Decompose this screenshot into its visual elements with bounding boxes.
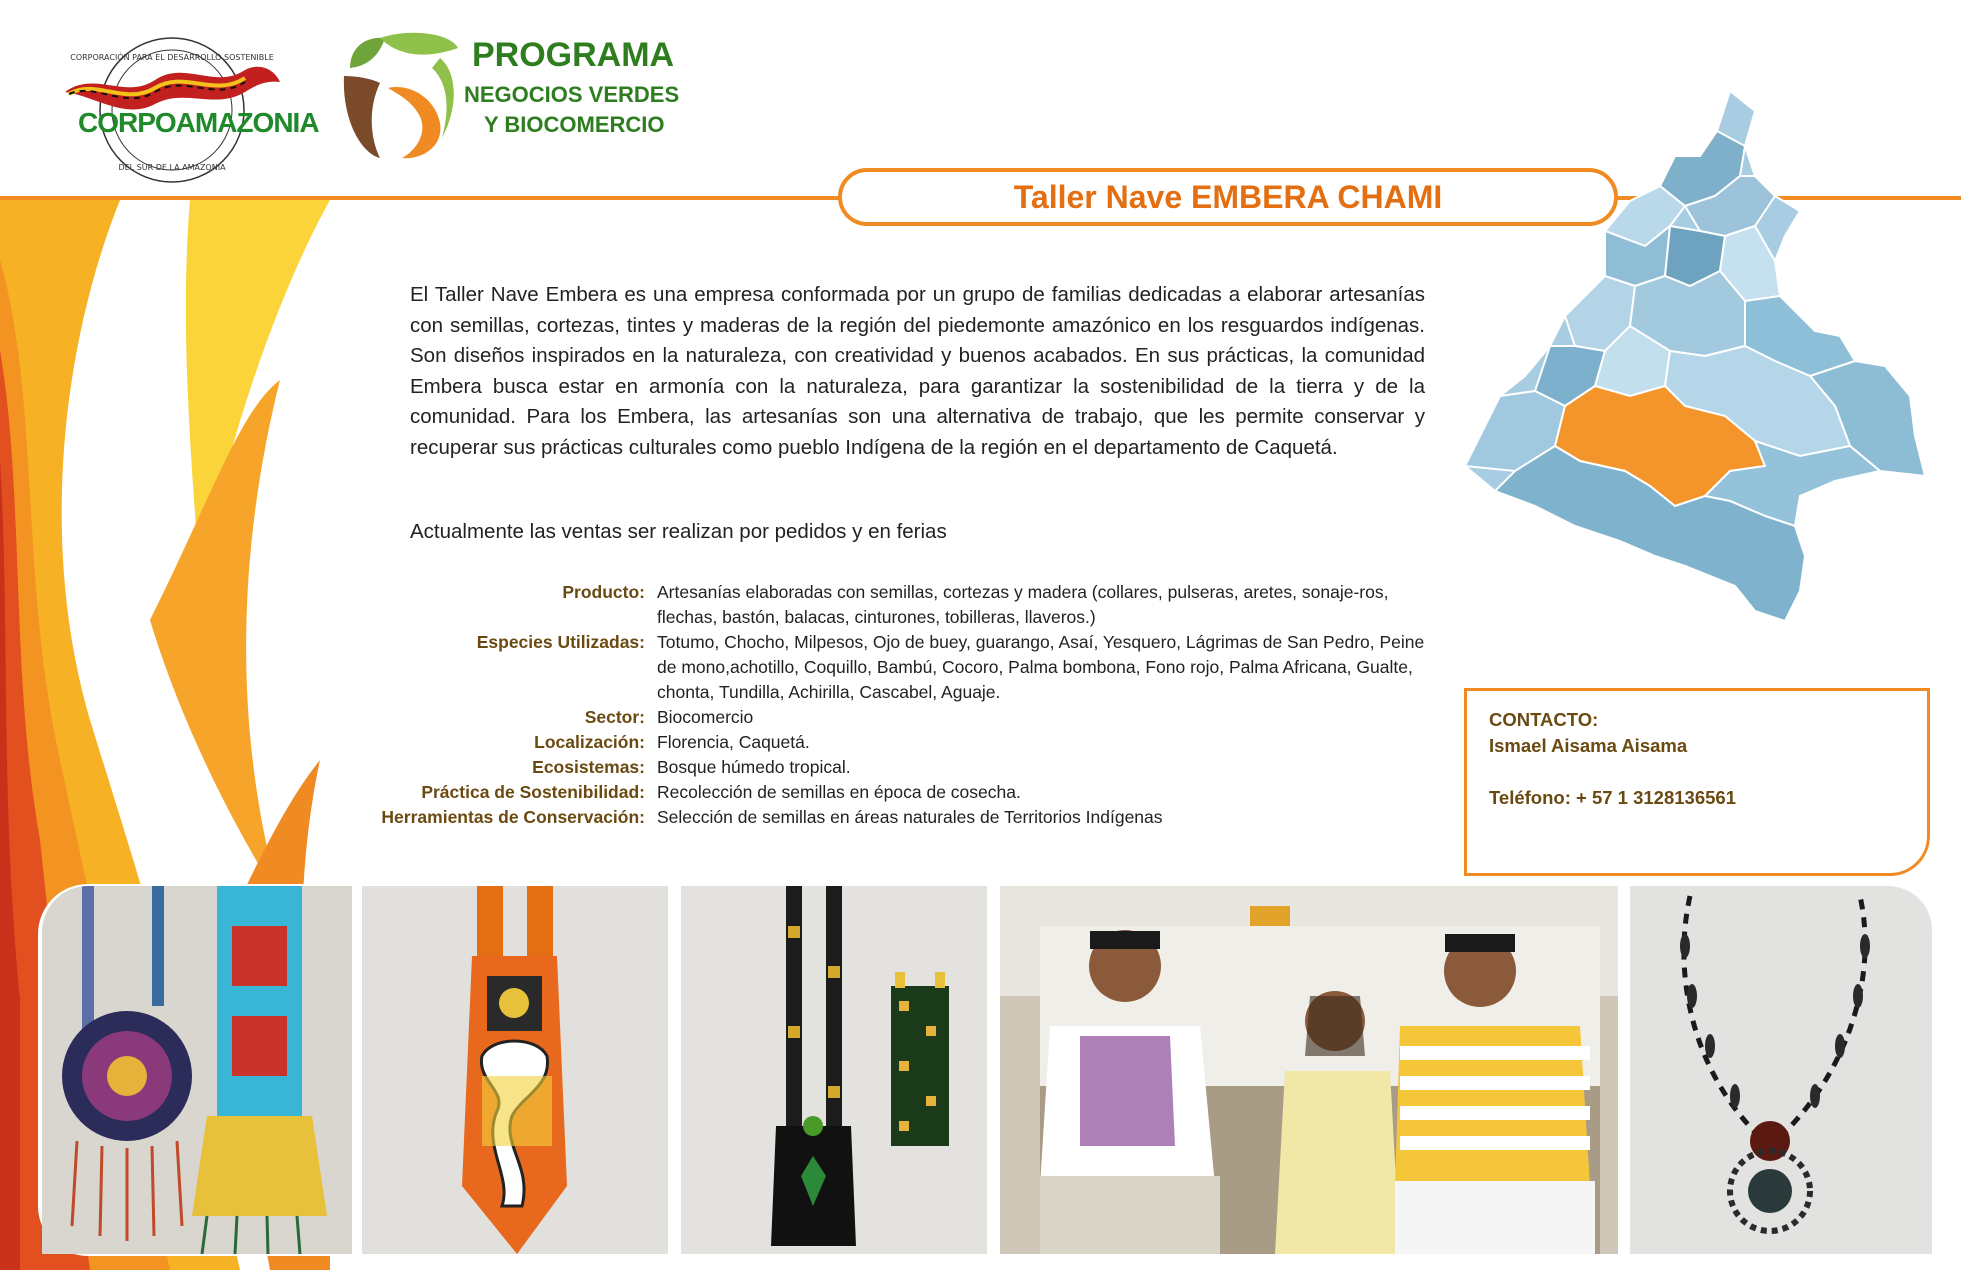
programa-subtitle-line2: Y BIOCOMERCIO (484, 112, 665, 137)
logo-ring-top-text: CORPORACIÓN PARA EL DESARROLLO SOSTENIBLE (70, 53, 274, 62)
intro-paragraph (410, 280, 1425, 463)
page-title-box (838, 168, 1618, 226)
page-title: Taller Nave EMBERA CHAMI (1013, 178, 1443, 215)
detail-row-localizacion (340, 730, 1425, 755)
detail-label: Sector: (584, 707, 645, 727)
contact-box (1464, 688, 1930, 876)
detail-value: Totumo, Chocho, Milpesos, Ojo de buey, guarango, Asaí, Yesquero, Lágrimas de San Pedro, Peine de mono,achotillo, Coquillo, Bambú, Cocoro, Palma bombona, Fono rojo, Palma Africana, Gualte, chonta, Tundilla, Achirilla, Cascabel, Aguaje. (657, 632, 1425, 702)
detail-row-especies (340, 630, 1425, 705)
detail-label: Especies Utilizadas: (476, 632, 645, 652)
intro-text: El Taller Nave Embera es una empresa conformada por un grupo de familias dedicadas a elaborar artesanías con semillas, cortezas, tintes y maderas de la región del piedemonte amazónico en los resguardos indígenas. Son diseños inspirados en la naturaleza, con creatividad y buenos acabados. En sus prácticas, la comunidad Embera busca estar en armonía con la naturaleza, para garantizar la sostenibilidad de la tierra y de la comunidad. Para los Embera, las artesanías son una alternativa de trabajo, que les permite conservar y recuperar sus prácticas culturales como pueblo Indígena de la región en el departamento de Caquetá. (410, 283, 1425, 459)
detail-value: Florencia, Caquetá. (657, 732, 810, 752)
detail-row-ecosistemas (340, 755, 1425, 780)
detail-value: Biocomercio (657, 707, 754, 727)
details-list (340, 580, 1425, 830)
programa-subtitle-line1: NEGOCIOS VERDES (464, 82, 680, 107)
detail-value: Selección de semillas en áreas naturales de Territorios Indígenas (657, 807, 1163, 827)
detail-row-practica (340, 780, 1425, 805)
detail-label: Práctica de Sostenibilidad: (421, 782, 645, 802)
beaded-bag-photo (681, 886, 987, 1254)
detail-label: Ecosistemas: (532, 757, 645, 777)
detail-row-producto (340, 580, 1425, 630)
detail-value: Recolección de semillas en época de cosecha. (657, 782, 1021, 802)
contact-heading: CONTACTO: (1489, 709, 1599, 730)
programa-leaf-icon (340, 28, 460, 163)
sales-note: Actualmente las ventas ser realizan por pedidos y en ferias (410, 520, 947, 543)
detail-row-sector (340, 705, 1425, 730)
logo-ring-bottom-text: DEL SUR DE LA AMAZONIA (118, 163, 226, 172)
contact-phone: Teléfono: + 57 1 3128136561 (1489, 787, 1736, 808)
beaded-necklaces-photo (42, 886, 352, 1254)
detail-label: Herramientas de Conservación: (381, 807, 645, 827)
detail-value: Artesanías elaboradas con semillas, cortezas y madera (collares, pulseras, aretes, sonaje-ros, flechas, bastón, balacas, cinturones, tobilleras, llaveros.) (657, 582, 1389, 627)
artisans-group-photo (1000, 886, 1618, 1254)
detail-value: Bosque húmedo tropical. (657, 757, 851, 777)
seed-necklace-photo (1630, 886, 1932, 1254)
contact-spacer (1489, 759, 1905, 785)
detail-label: Localización: (534, 732, 645, 752)
programa-title: PROGRAMA (472, 36, 675, 74)
contact-name: Ismael Aisama Aisama (1489, 735, 1688, 756)
detail-row-herramientas (340, 805, 1425, 830)
snake-beaded-strap-photo (362, 886, 668, 1254)
detail-label: Producto: (562, 582, 645, 602)
corpoamazonia-wordmark: CORPOAMAZONIA (78, 107, 319, 138)
